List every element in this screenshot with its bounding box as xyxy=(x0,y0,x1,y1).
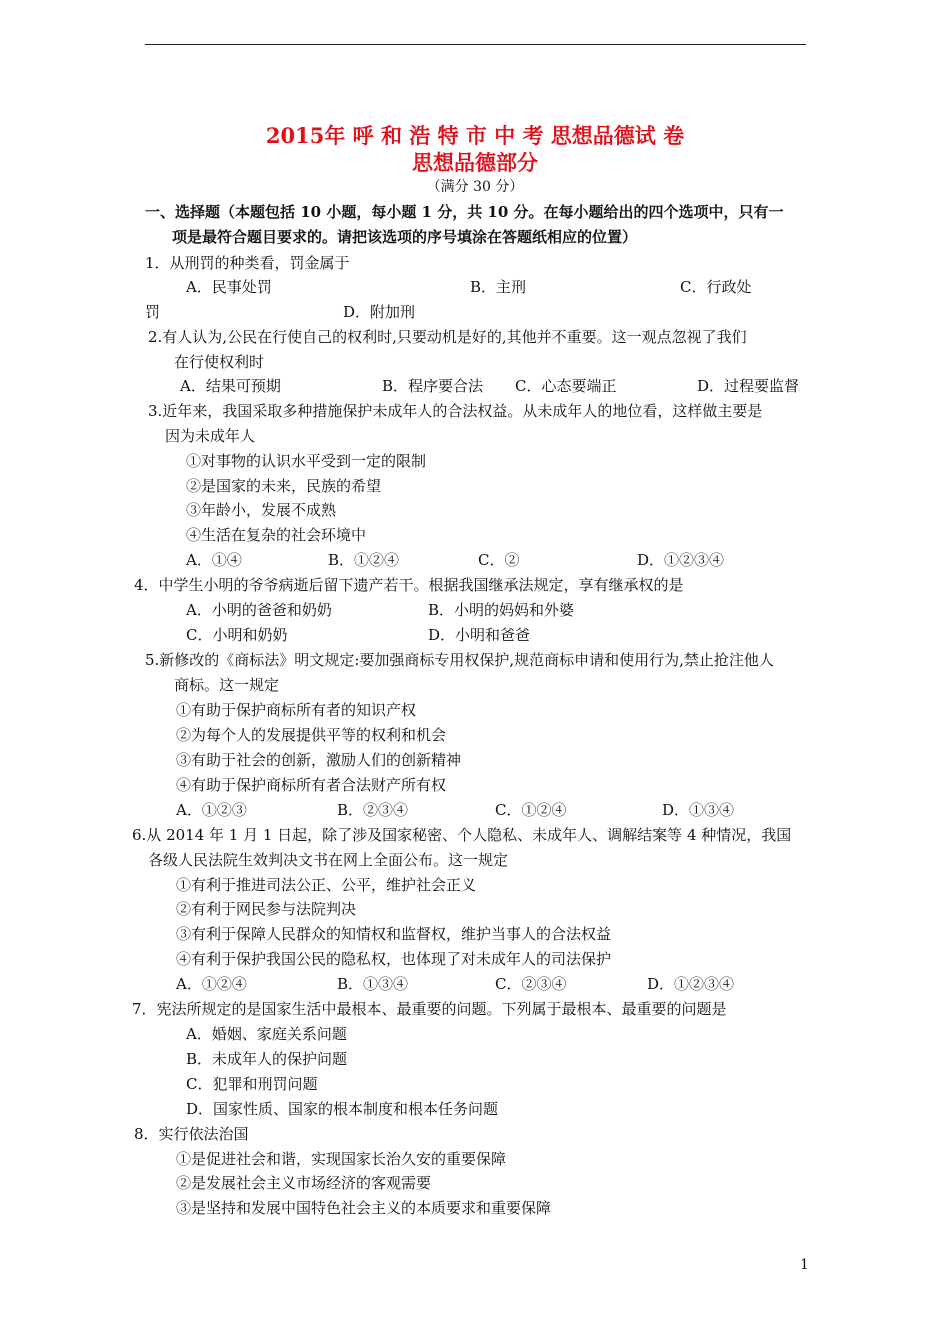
option-d: D．国家性质、国家的根本制度和根本任务问题 xyxy=(186,1100,499,1118)
option-c: C．行政处 xyxy=(680,278,752,296)
question-stem-cont: 各级人民法院生效判决文书在网上全面公布。这一规定 xyxy=(148,851,509,869)
exam-subtitle: 思想品德部分 xyxy=(412,150,538,175)
option-c: C．心态要端正 xyxy=(515,377,617,395)
question-stem-cont: 在行使权利时 xyxy=(174,353,265,371)
header-rule xyxy=(145,44,806,45)
statement-3: ③年龄小，发展不成熟 xyxy=(186,501,337,519)
question-stem-cont: 因为未成年人 xyxy=(165,427,256,445)
statement-1: ①有利于推进司法公正、公平，维护社会正义 xyxy=(176,876,477,894)
exam-title: 2015年 呼 和 浩 特 市 中 考 思想品德试 卷 xyxy=(265,123,685,148)
option-b: B．未成年人的保护问题 xyxy=(186,1050,348,1068)
option-d: D．①②③④ xyxy=(647,975,735,993)
option-d: D．附加刑 xyxy=(343,303,416,321)
statement-1: ①有助于保护商标所有者的知识产权 xyxy=(176,701,417,719)
score-note: （满分 30 分） xyxy=(426,179,524,195)
section-heading: 一、选择题（本题包括 10 小题，每小题 1 分，共 10 分。在每小题给出的四个选项中，只有一 xyxy=(145,203,784,221)
option-d: D．小明和爸爸 xyxy=(428,626,531,644)
option-c-wrap: 罚 xyxy=(145,303,161,321)
question-stem: 1．从刑罚的种类看，罚金属于 xyxy=(145,254,350,272)
option-d: D．过程要监督 xyxy=(697,377,800,395)
option-b: B．①③④ xyxy=(337,975,409,993)
option-c: C．小明和奶奶 xyxy=(186,626,288,644)
statement-4: ④有利于保护我国公民的隐私权，也体现了对未成年人的司法保护 xyxy=(176,950,612,968)
option-c: C．②③④ xyxy=(495,975,567,993)
option-a: A．①④ xyxy=(186,551,242,569)
page-number: 1 xyxy=(800,1257,809,1273)
option-b: B．小明的妈妈和外婆 xyxy=(428,601,575,619)
option-a: A．结果可预期 xyxy=(180,377,281,395)
option-a: A．①②④ xyxy=(176,975,247,993)
statement-2: ②是国家的未来，民族的希望 xyxy=(186,477,382,495)
option-a: A．婚姻、家庭关系问题 xyxy=(186,1025,347,1043)
question-stem-cont: 商标。这一规定 xyxy=(174,676,280,694)
question-stem: 3.近年来，我国采取多种措施保护未成年人的合法权益。从未成年人的地位看，这样做主要是 xyxy=(148,402,763,420)
option-b: B．程序要合法 xyxy=(382,377,484,395)
statement-2: ②为每个人的发展提供平等的权利和机会 xyxy=(176,726,447,744)
statement-4: ④生活在复杂的社会环境中 xyxy=(186,526,367,544)
statement-1: ①是促进社会和谐，实现国家长治久安的重要保障 xyxy=(176,1150,507,1168)
question-stem: 4．中学生小明的爷爷病逝后留下遗产若干。根据我国继承法规定，享有继承权的是 xyxy=(134,576,684,594)
option-a: A．民事处罚 xyxy=(186,278,272,296)
statement-3: ③有利于保障人民群众的知情权和监督权，维护当事人的合法权益 xyxy=(176,925,612,943)
option-d: D．①②③④ xyxy=(637,551,725,569)
question-stem: 7．宪法所规定的是国家生活中最根本、最重要的问题。下列属于最根本、最重要的问题是 xyxy=(132,1000,727,1018)
option-c: C．①②④ xyxy=(495,801,567,819)
statement-2: ②是发展社会主义市场经济的客观需要 xyxy=(176,1174,432,1192)
option-b: B．②③④ xyxy=(337,801,409,819)
question-stem: 5.新修改的《商标法》明文规定:要加强商标专用权保护,规范商标申请和使用行为,禁止抢注他人 xyxy=(145,651,774,669)
question-stem: 8．实行依法治国 xyxy=(134,1125,249,1143)
statement-3: ③有助于社会的创新，激励人们的创新精神 xyxy=(176,751,462,769)
option-a: A．①②③ xyxy=(176,801,247,819)
option-d: D．①③④ xyxy=(662,801,735,819)
option-b: B．①②④ xyxy=(328,551,400,569)
section-heading-cont: 项是最符合题目要求的。请把该选项的序号填涂在答题纸相应的位置） xyxy=(172,228,638,246)
statement-2: ②有利于网民参与法院判决 xyxy=(176,900,357,918)
question-stem: 6.从 2014 年 1 月 1 日起，除了涉及国家秘密、个人隐私、未成年人、调解结案等 4 种情况，我国 xyxy=(132,826,792,844)
option-c: C．② xyxy=(478,551,520,569)
statement-1: ①对事物的认识水平受到一定的限制 xyxy=(186,452,427,470)
statement-4: ④有助于保护商标所有者合法财产所有权 xyxy=(176,776,447,794)
option-c: C．犯罪和刑罚问题 xyxy=(186,1075,318,1093)
option-b: B．主刑 xyxy=(470,278,527,296)
option-a: A．小明的爸爸和奶奶 xyxy=(186,601,332,619)
question-stem: 2.有人认为,公民在行使自己的权利时,只要动机是好的,其他并不重要。这一观点忽视了我们 xyxy=(148,328,747,346)
statement-3: ③是坚持和发展中国特色社会主义的本质要求和重要保障 xyxy=(176,1199,552,1217)
